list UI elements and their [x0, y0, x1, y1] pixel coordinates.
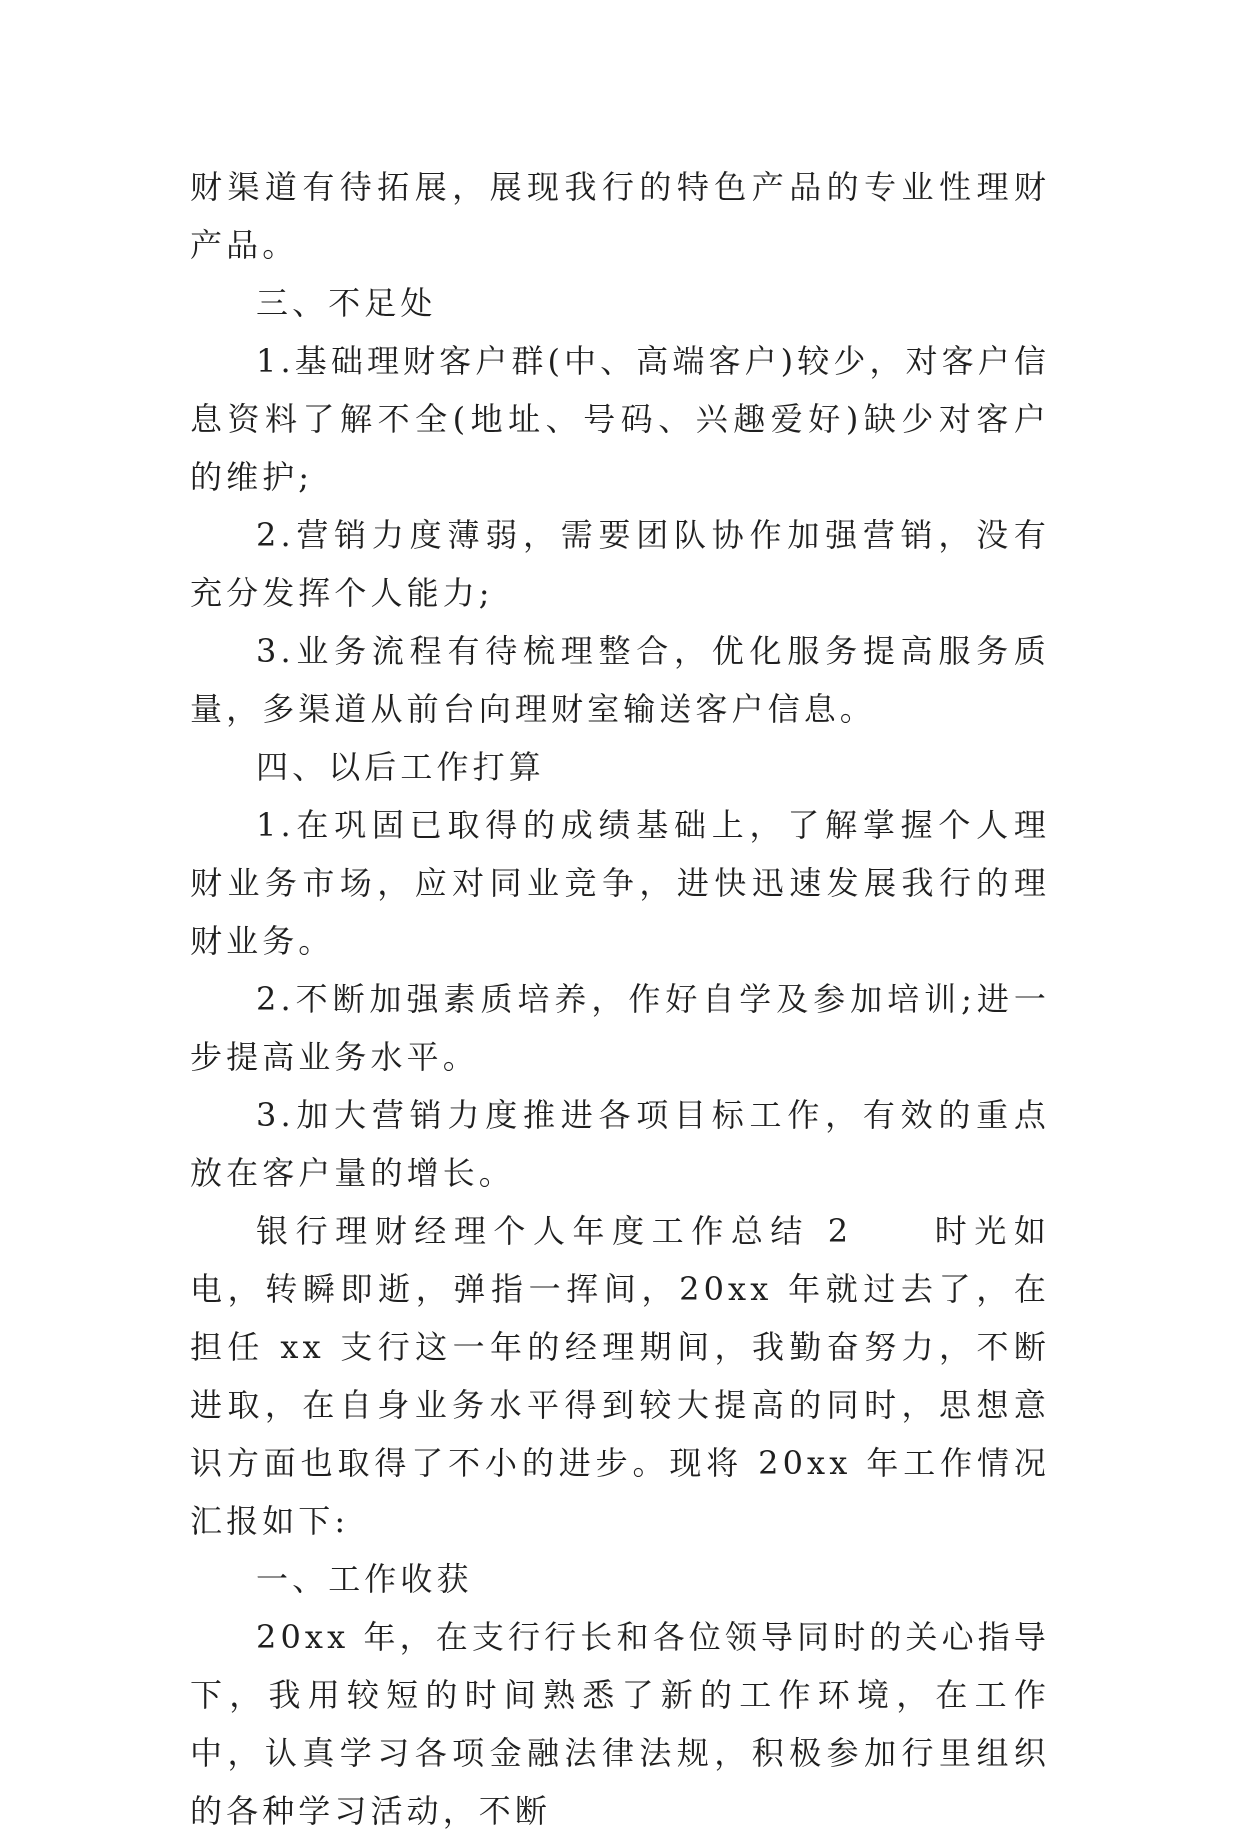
plan-item-2: 2.不断加强素质培养，作好自学及参加培训;进一步提高业务水平。 [190, 980, 1050, 1076]
section-heading-work-gains: 一、工作收获 [256, 1560, 473, 1598]
section-heading-future-plans: 四、以后工作打算 [256, 748, 545, 786]
work-gains-paragraph: 20xx 年，在支行行长和各位领导同时的关心指导下，我用较短的时间熟悉了新的工作环境，在工作中，认真学习各项金融法律法规，积极参加行里组织的各种学习活动，不断 [190, 1618, 1050, 1830]
document-body [190, 158, 1050, 1840]
shortcoming-item-3: 3.业务流程有待梳理整合，优化服务提高服务质量，多渠道从前台向理财室输送客户信息。 [190, 632, 1050, 728]
summary-2-intro: 银行理财经理个人年度工作总结 2 时光如电，转瞬即逝，弹指一挥间，20xx 年就过去了，在担任 xx 支行这一年的经理期间，我勤奋努力，不断进取，在自身业务水平得到较大提高的同时，思想意识方面也取得了不小的进步。现将 20xx 年工作情况汇报如下: [190, 1212, 1050, 1540]
section-heading-shortcomings: 三、不足处 [256, 284, 437, 322]
plan-item-1: 1.在巩固已取得的成绩基础上，了解掌握个人理财业务市场，应对同业竞争，进快迅速发展我行的理财业务。 [190, 806, 1050, 960]
paragraph-continuation: 财渠道有待拓展，展现我行的特色产品的专业性理财产品。 [190, 168, 1050, 264]
shortcoming-item-2: 2.营销力度薄弱，需要团队协作加强营销，没有充分发挥个人能力; [190, 516, 1050, 612]
plan-item-3: 3.加大营销力度推进各项目标工作，有效的重点放在客户量的增长。 [190, 1096, 1050, 1192]
shortcoming-item-1: 1.基础理财客户群(中、高端客户)较少，对客户信息资料了解不全(地址、号码、兴趣爱好)缺少对客户的维护; [190, 342, 1050, 496]
